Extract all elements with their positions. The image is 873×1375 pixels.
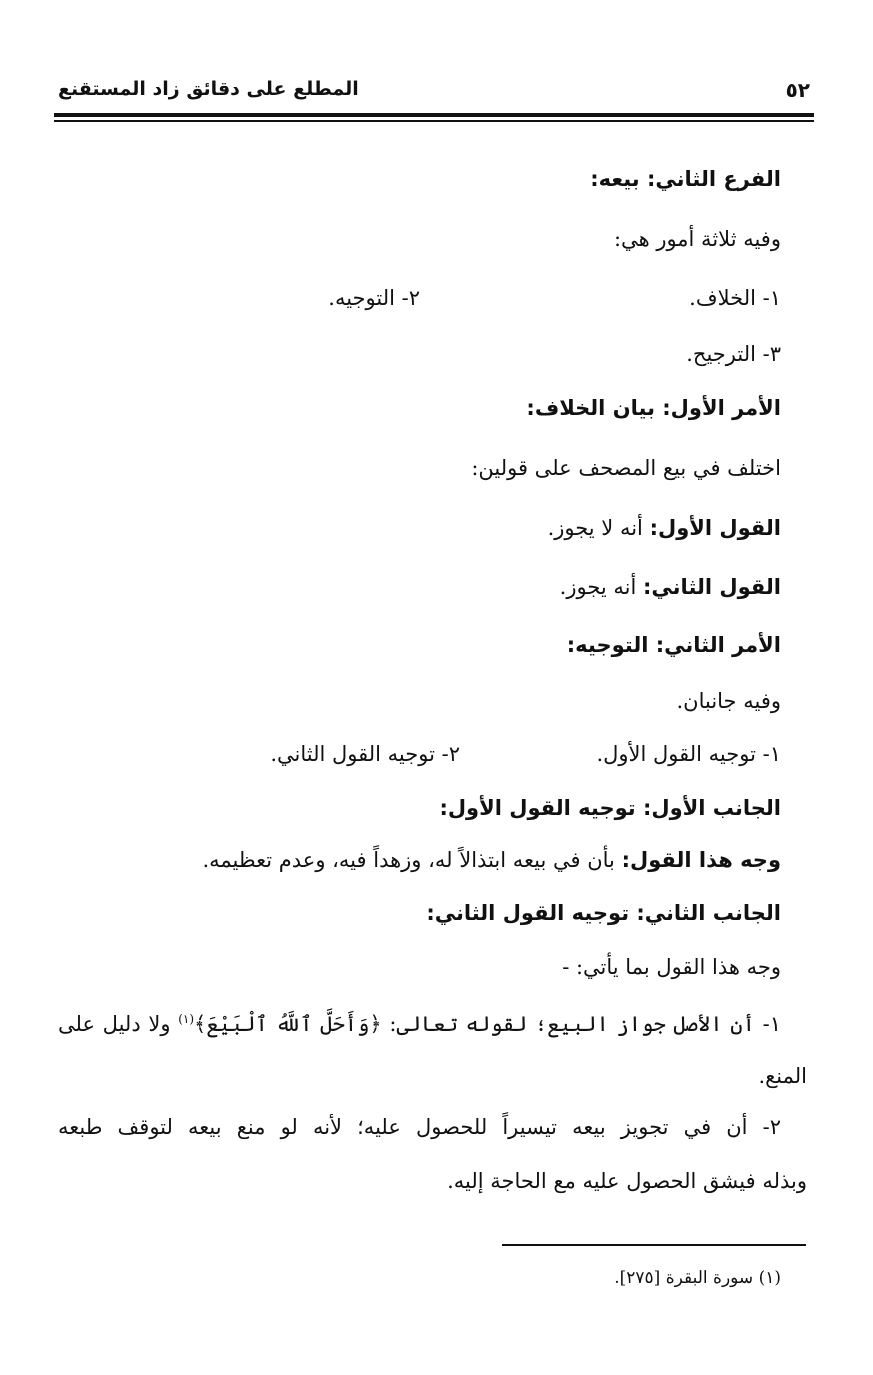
footnote-separator <box>502 1244 806 1246</box>
point-2-line-1: ٢- أن في تجويز بيعه تيسيراً للحصول عليه؛ لأنه لو منع بيعه لتوقف طبعه <box>58 1115 781 1139</box>
page-number: ٥٢ <box>785 78 810 102</box>
point-2-line-2: وبذله فيشق الحصول عليه مع الحاجة إليه. <box>447 1169 807 1193</box>
first-side-heading: الجانب الأول: توجيه القول الأول: <box>439 796 781 820</box>
footnote: (١) سورة البقرة [٢٧٥]. <box>614 1268 781 1288</box>
first-side-body: بأن في بيعه ابتذالاً له، وزهداً فيه، وعدم تعظيمه. <box>202 848 615 872</box>
point-1-continuation: ولا دليل على <box>58 1012 171 1036</box>
header-rule-thick <box>54 113 814 117</box>
second-side-heading: الجانب الثاني: توجيه القول الثاني: <box>426 901 781 925</box>
list-item-2: ٢- التوجيه. <box>328 286 420 310</box>
point-1-line-1 <box>58 1004 781 1039</box>
running-header <box>58 78 810 108</box>
opinion-2 <box>560 572 781 602</box>
opinion-2-text: أنه يجوز. <box>559 575 637 599</box>
book-title: المطلع على دقائق زاد المستقنع <box>58 78 359 100</box>
footnote-marker: (١) <box>178 1012 195 1026</box>
list-item-3: ٣- الترجيح. <box>686 342 781 366</box>
opinion-1 <box>548 513 781 543</box>
point-1-quote: ١- أن الأصل جواز البيع؛ لقوله تعالى: ﴿وَأَحَلَّ ٱللَّهُ ٱلْبَيْعَ﴾ <box>194 1012 781 1036</box>
intro-text: وفيه ثلاثة أمور هي: <box>613 227 781 251</box>
opinion-1-text: أنه لا يجوز. <box>547 516 643 540</box>
side-item-2: ٢- توجيه القول الثاني. <box>270 742 460 766</box>
second-matter-intro: وفيه جانبان. <box>676 689 781 713</box>
opinion-2-label: القول الثاني: <box>643 575 781 599</box>
first-side-label: وجه هذا القول: <box>621 848 781 872</box>
opinion-1-label: القول الأول: <box>649 516 781 540</box>
list-item-1: ١- الخلاف. <box>689 286 781 310</box>
second-matter-heading: الأمر الثاني: التوجيه: <box>566 633 781 657</box>
header-rule-thin <box>54 120 814 122</box>
first-side-text <box>202 845 781 875</box>
first-matter-text: اختلف في بيع المصحف على قولين: <box>471 456 781 480</box>
point-1-line-2: المنع. <box>758 1064 807 1088</box>
second-side-intro: وجه هذا القول بما يأتي: - <box>562 955 781 979</box>
first-matter-heading: الأمر الأول: بيان الخلاف: <box>526 396 781 420</box>
section-title: الفرع الثاني: بيعه: <box>590 167 781 191</box>
side-item-1: ١- توجيه القول الأول. <box>596 742 781 766</box>
